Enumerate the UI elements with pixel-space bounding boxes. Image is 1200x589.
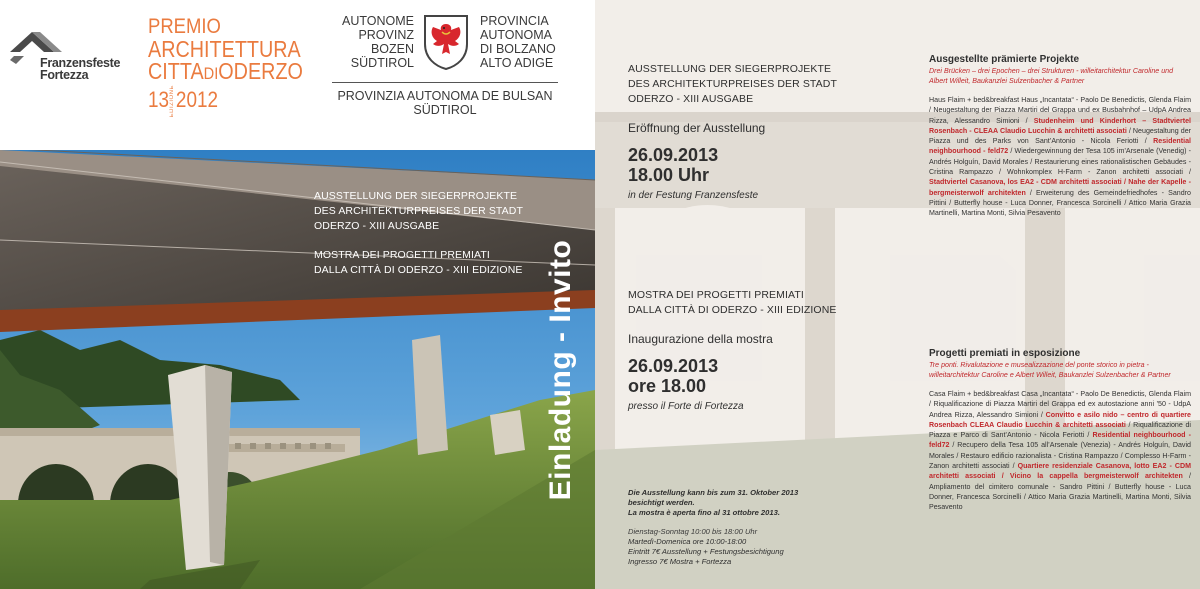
cover-panel: [0, 0, 595, 589]
projects-de-heading: Ausgestellte prämierte Projekte: [929, 54, 1080, 65]
projects-it-red: Convitto e asilo nido – centro di quartiere Rosenbach CLEAA Claudio Lucchin & architetti associati: [929, 410, 1191, 429]
province-name-italian: [480, 14, 580, 70]
premio-line2: ARCHITETTURA: [148, 36, 301, 62]
projects-it-list: [929, 389, 1191, 513]
notes-ticket-it: Ingresso 7€ Mostra + Fortezza: [628, 557, 732, 566]
info-panel: [595, 0, 1200, 589]
south-tyrol-eagle-shield-icon: [423, 14, 469, 70]
invitation-it-date: 26.09.2013: [628, 356, 719, 376]
projects-column: [929, 54, 1191, 512]
province-lad-line: SÜDTIROL: [413, 103, 477, 117]
projects-it-text: / Recupero della Tesa 105 all’Arsenale (Venezia) - Andrés Holguín, David Morales / Restauro edificio razionalista - Cristina Rampazzo / Complesso H-Farm - Zanon architetti associati /: [929, 441, 1191, 471]
invitation-de-place: in der Festung Franzensfeste: [628, 190, 759, 201]
notes-duration-it: La mostra è aperta fino al 31 ottobre 2013.: [628, 508, 780, 517]
projects-it-heading: Progetti premiati in esposizione: [929, 348, 1081, 359]
province-it-line: ALTO ADIGE: [480, 56, 554, 70]
cover-de-line: ODERZO - XIII AUSGABE: [314, 220, 440, 232]
opening-notes: [628, 488, 888, 567]
invitation-de-title-line: AUSSTELLUNG DER SIEGERPROJEKTE: [628, 63, 832, 75]
premio-line3-c: ODERZO: [218, 58, 303, 84]
invitation-de-time: 18.00 Uhr: [628, 165, 710, 185]
invitation-it-subtitle: Inaugurazione della mostra: [628, 332, 773, 346]
projects-it-highlight: Tre ponti. Rivalutazione e musealizzazione del ponte storico in pietra - willeitarchitektur Caroline e Albert Willeit, Baukanzlei Sulzenbacher & Partner: [929, 361, 1171, 379]
cover-de-line: DES ARCHITEKTURPREISES DER STADT: [314, 205, 523, 217]
premio-architettura-logo: [148, 16, 308, 117]
premio-line3: [148, 58, 303, 85]
cover-it-line: MOSTRA DEI PROGETTI PREMIATI: [314, 249, 490, 261]
premio-edition-number: 13: [148, 86, 170, 112]
invitation-it-place: presso il Forte di Fortezza: [628, 401, 744, 412]
province-name-german: [332, 14, 414, 70]
invitation-de-date: 26.09.2013: [628, 145, 719, 165]
cover-german-title: [314, 189, 564, 234]
projects-de-list: [929, 95, 1191, 219]
projects-it-text: / Riqualificazione di Piazza e Parco di Sant’Antonio - Nicola Feriotti /: [929, 420, 1191, 440]
projects-de-text: / Neugestaltung der Piazza und des Parks von Sant’Antonio - Nicola Feriotti /: [929, 126, 1191, 146]
projects-de-red: Residential neighbourhood - feld72: [929, 137, 1191, 156]
province-divider: [332, 82, 558, 83]
projects-de-red: Studenheim und Kinderhort – Stadtviertel Rosenbach - CLEAA Claudio Lucchin & architetti associati: [929, 116, 1191, 135]
projects-it-red: Residential neighbourhood - feld72: [929, 431, 1191, 450]
invitation-de-subtitle: Eröffnung der Ausstellung: [628, 121, 766, 135]
province-de-line: AUTONOME: [342, 14, 414, 28]
franzensfeste-logo-text: [40, 57, 120, 81]
province-de-line: BOZEN: [370, 42, 414, 56]
notes-hours-de: Dienstag-Sonntag 10:00 bis 18:00 Uhr: [628, 527, 758, 536]
invitation-it-title: [628, 288, 888, 318]
notes-duration-de-2: besichtigt werden.: [628, 498, 695, 507]
province-logo: [332, 14, 562, 124]
projects-de-text: / Erweiterung des Gemeindefriedhofes - Sandro Pittini / Butterfly house - Luca Donner, Francesca Sorcinelli / Attico Maria Grazia Martinelli, Martina Monti, Silvia Pesavento: [929, 188, 1191, 218]
premio-line4: [148, 85, 286, 117]
cover-text: [314, 189, 564, 278]
invitation-it-title-line: MOSTRA DEI PROGETTI PREMIATI: [628, 289, 804, 301]
invitation-de-title-line: DES ARCHITEKTURPREISES DER STADT: [628, 78, 837, 90]
province-it-line: PROVINCIA: [480, 14, 549, 28]
vertical-title: [531, 150, 591, 589]
premio-year: 2012: [175, 86, 219, 112]
projects-de-red: Stadtviertel Casanova, los EA2 - CDM architetti associati / Nahe der Kapelle - bergmeisterwolf architekten: [929, 178, 1191, 197]
notes-ticket-de: Eintritt 7€ Ausstellung + Festungsbesichtigung: [628, 547, 784, 556]
premio-edition-label: EDIZIONE: [169, 85, 176, 118]
projects-it-text: / Ampliamento del cimitero comunale - Sandro Pittini / Butterfly house - Luca Donner, Francesca Sorcinelli / Attico Maria Grazia Martinelli, Martina Monti, Silvia Pesavento: [929, 472, 1191, 512]
province-lad-line: PROVINZIA AUTONOMA DE BULSAN: [337, 89, 553, 103]
premio-line3-a: CITTA: [148, 58, 204, 84]
logo-header: [0, 0, 595, 150]
invitation-de-title-line: ODERZO - XIII AUSGABE: [628, 93, 754, 105]
invitation-it-title-line: DALLA CITTÀ DI ODERZO - XIII EDIZIONE: [628, 304, 837, 316]
invitation-de-title: [628, 62, 888, 107]
premio-line3-b: DI: [203, 64, 219, 83]
projects-german-section: [929, 54, 1191, 219]
premio-line1: PREMIO: [148, 15, 221, 38]
invitation-column: [628, 62, 888, 566]
cover-it-line: DALLA CITTÀ DI ODERZO - XIII EDIZIONE: [314, 264, 523, 276]
projects-de-text: / Wiedergewinnung der Tesa 105 im’Arsenale (Venedig) - Andrés Holguín, David Morales / Restaurierung eines rationalistischen Gebäudes - Cristina Rampazzo / Wohnkomplex H-Farm - Zanon architetti associati /: [929, 147, 1191, 177]
province-it-line: AUTONOMA: [480, 28, 552, 42]
province-de-line: PROVINZ: [358, 28, 414, 42]
franzensfeste-logo-line1: Franzensfeste: [40, 56, 121, 70]
cover-de-line: AUSSTELLUNG DER SIEGERPROJEKTE: [314, 190, 518, 202]
projects-italian-section: [929, 348, 1191, 513]
province-name-ladin: [332, 89, 558, 117]
franzensfeste-logo-line2: Fortezza: [40, 68, 89, 82]
projects-de-text: Haus Flaim + bed&breakfast Haus „Incantata“ - Paolo De Benedictis, Glenda Flaim / Neugestaltung der Piazza Martiri del Grappa und ex Busbahnhof – UdpA Andrea Rizza, Alessandro Simioni /: [929, 96, 1191, 125]
projects-it-text: Casa Flaim + bed&breakfast Casa „Incantata“ - Paolo De Benedictis, Glenda Flaim / Riqualificazione di Piazza Martiri del Grappa ed ex autostazione anni ’50 - UdpA Andrea Rizza, Alessandro Simioni /: [929, 390, 1191, 419]
province-it-line: DI BOLZANO: [480, 42, 556, 56]
invitation-german: [628, 62, 888, 203]
cover-italian-title: [314, 248, 564, 278]
projects-it-red: Quartiere residenziale Casanova, lotto EA2 - CDM architetti associati / Vicino la cappella bergmeisterwolf architekten: [929, 462, 1191, 481]
projects-de-highlight: Drei Brücken – drei Epochen – drei Strukturen - willeitarchitektur Caroline und Albert Willeit, Baukanzlei Sulzenbacher & Partner: [929, 67, 1174, 85]
notes-duration-de-1: Die Ausstellung kann bis zum 31. Oktober 2013: [628, 488, 799, 497]
vertical-title-text: Einladung - Invito: [544, 239, 577, 500]
invitation-it-time: ore 18.00: [628, 376, 707, 396]
province-de-line: SÜDTIROL: [350, 56, 414, 70]
franzensfeste-logo: [10, 30, 140, 86]
notes-hours-it: Martedì-Domenica ore 10:00-18:00: [628, 537, 747, 546]
invitation-italian: [628, 288, 888, 414]
